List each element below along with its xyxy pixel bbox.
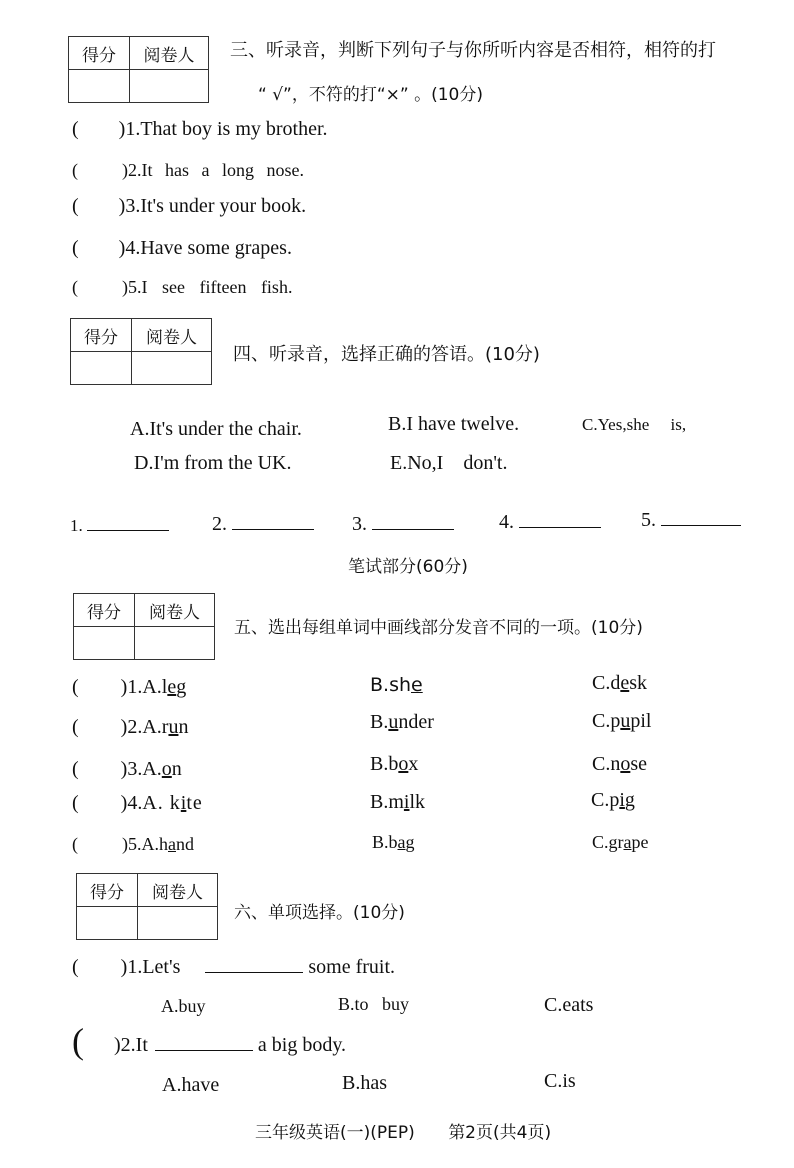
option-a: A.h — [141, 834, 168, 854]
score-label: 得分 — [77, 874, 138, 907]
underlined-letter: a — [623, 832, 632, 852]
underlined-letter: a — [397, 832, 406, 852]
s5-row-3-c — [592, 753, 647, 776]
s5-row-2-b — [370, 711, 434, 734]
s4-option-c: C.Yes,she is, — [582, 415, 687, 434]
question-text: )4.Have some grapes. — [118, 237, 292, 259]
section6-title: 六、单项选择。(10分) — [234, 903, 405, 923]
marker-cell — [135, 627, 215, 660]
score-box-s4 — [70, 318, 212, 385]
s4-option-b: B.I have twelve. — [388, 413, 520, 435]
s5-row-1 — [72, 676, 186, 699]
answer-blank[interactable] — [155, 1049, 253, 1051]
marker-cell — [138, 907, 218, 940]
s5-row-3-b — [370, 753, 418, 776]
s6-q1-option-a: A.buy — [161, 996, 206, 1016]
question-number: )2. — [120, 716, 143, 738]
answer-paren[interactable]: ( — [72, 956, 79, 978]
answer-blank[interactable] — [519, 526, 601, 528]
score-box-s6 — [76, 873, 218, 940]
underlined-letter: u — [168, 716, 179, 738]
underlined-letter: u — [388, 711, 399, 733]
option-a: A. — [142, 758, 162, 780]
option-c-rest: sk — [629, 672, 648, 694]
option-b: B.sh — [370, 674, 412, 696]
s5-row-4-c — [591, 789, 635, 812]
underlined-letter: i — [403, 791, 410, 813]
written-part-heading: 笔试部分(60分) — [348, 557, 468, 577]
question-text: )1.That boy is my brother. — [118, 118, 328, 140]
score-box-s5 — [73, 593, 215, 660]
option-b-rest: nder — [398, 711, 434, 733]
answer-blank[interactable] — [232, 528, 314, 530]
question-text-rest: some fruit. — [308, 956, 396, 978]
s6-q2-option-c: C.is — [544, 1070, 576, 1092]
option-c: C.d — [592, 672, 621, 694]
marker-label: 阅卷人 — [135, 594, 215, 627]
blank-number: 4. — [499, 511, 514, 533]
s4-blank-1 — [70, 516, 169, 536]
option-a-rest: te — [186, 792, 203, 814]
option-b: B.m — [370, 791, 404, 813]
option-c: C.gr — [592, 832, 624, 852]
option-a-rest: g — [176, 676, 187, 698]
s5-row-1-c — [592, 672, 647, 695]
option-c: C.p — [591, 789, 620, 811]
marker-label: 阅卷人 — [132, 319, 212, 352]
answer-paren[interactable]: ( — [72, 676, 79, 698]
score-cell — [77, 907, 138, 940]
section5-title: 五、选出每组单词中画线部分发音不同的一项。(10分) — [234, 618, 643, 638]
option-a: A. k — [142, 792, 181, 814]
question-text: )1.Let's — [120, 956, 181, 978]
option-c-rest: se — [630, 753, 648, 775]
s5-row-1-b — [370, 674, 423, 696]
blank-number: 1. — [70, 516, 83, 535]
s6-q1-option-c: C.eats — [544, 994, 594, 1016]
option-a-rest: n — [171, 758, 182, 780]
footer-course: 三年级英语(一)(PEP) — [255, 1123, 415, 1143]
s5-row-5 — [72, 834, 194, 855]
s4-option-a: A.It's under the chair. — [130, 418, 302, 440]
section4-title: 四、听录音，选择正确的答语。(10分) — [233, 344, 540, 365]
underlined-letter: e — [620, 672, 630, 694]
s3-item-1 — [72, 118, 328, 141]
score-label: 得分 — [71, 319, 132, 352]
s5-row-5-b — [372, 832, 415, 853]
option-c: C.p — [592, 710, 621, 732]
option-b-rest: x — [408, 753, 419, 775]
answer-paren[interactable]: ( — [72, 277, 78, 297]
option-a-rest: n — [178, 716, 189, 738]
question-text-rest: a big body. — [257, 1034, 347, 1056]
answer-paren[interactable]: ( — [72, 716, 79, 738]
s5-row-2-c — [592, 710, 651, 733]
answer-blank[interactable] — [372, 528, 454, 530]
blank-number: 5. — [641, 509, 656, 531]
underlined-letter: e — [411, 674, 423, 696]
s3-item-4 — [72, 237, 292, 260]
marker-label: 阅卷人 — [130, 37, 209, 70]
answer-paren[interactable]: ( — [72, 834, 78, 854]
s6-q2-option-a: A.have — [162, 1074, 220, 1096]
option-b-rest: lk — [409, 791, 426, 813]
marker-cell — [132, 352, 212, 385]
question-text: )5.I see fifteen fish. — [122, 277, 293, 297]
score-box-s3 — [68, 36, 209, 103]
answer-blank[interactable] — [661, 524, 741, 526]
underlined-letter: u — [620, 710, 631, 732]
question-number: )5. — [122, 834, 142, 854]
option-b-rest: g — [405, 832, 415, 852]
blank-number: 2. — [212, 513, 227, 535]
s5-row-3 — [72, 758, 182, 781]
answer-paren[interactable]: ( — [72, 758, 79, 780]
answer-blank[interactable] — [205, 971, 303, 973]
underlined-letter: o — [398, 753, 409, 775]
question-text: )3.It's under your book. — [118, 195, 307, 217]
question-text: )2.It — [114, 1034, 148, 1056]
answer-paren[interactable]: ( — [72, 237, 79, 259]
answer-paren[interactable]: ( — [72, 195, 79, 217]
answer-blank[interactable] — [87, 529, 169, 531]
s5-row-4-b — [370, 791, 425, 814]
question-number: )3. — [120, 758, 143, 780]
s3-item-2 — [72, 160, 304, 181]
option-b: B. — [370, 711, 389, 733]
option-c-rest: pil — [630, 710, 652, 732]
option-a: A.l — [142, 676, 168, 698]
answer-paren[interactable]: ( — [72, 792, 79, 814]
option-a-rest: nd — [176, 834, 194, 854]
marker-cell — [130, 70, 209, 103]
question-number: )4. — [120, 792, 143, 814]
option-c: C.n — [592, 753, 621, 775]
answer-paren[interactable]: ( — [72, 118, 79, 140]
s6-q1 — [72, 956, 395, 979]
s6-q2 — [72, 1020, 346, 1062]
s5-row-5-c — [592, 832, 649, 853]
question-number: )1. — [120, 676, 143, 698]
answer-paren[interactable]: ( — [72, 1021, 84, 1061]
score-label: 得分 — [74, 594, 135, 627]
underlined-letter: i — [619, 789, 625, 811]
option-c-rest: pe — [631, 832, 649, 852]
footer — [255, 1118, 551, 1143]
s5-row-4 — [72, 792, 203, 815]
blank-number: 3. — [352, 513, 367, 535]
section3-title: 三、听录音，判断下列句子与你所听内容是否相符，相符的打 — [230, 40, 716, 61]
s4-blank-3 — [352, 513, 454, 536]
underlined-letter: o — [161, 758, 172, 780]
s5-row-2 — [72, 716, 188, 739]
option-a: A.r — [142, 716, 169, 738]
s6-q2-option-b: B.has — [342, 1072, 387, 1094]
score-cell — [71, 352, 132, 385]
marker-label: 阅卷人 — [138, 874, 218, 907]
question-text: )2.It has a long nose. — [122, 160, 304, 180]
option-c-rest: g — [624, 789, 635, 811]
underlined-letter: e — [167, 676, 177, 698]
s4-option-d: D.I'm from the UK. — [134, 452, 292, 474]
s6-q1-option-b: B.to buy — [338, 994, 410, 1014]
s4-blank-4 — [499, 511, 601, 534]
option-b: B.b — [370, 753, 399, 775]
section3-title-line2: “ √”，不符的打“×” 。(10分) — [258, 85, 484, 105]
footer-page: 第2页(共4页) — [448, 1123, 552, 1143]
option-b: B.b — [372, 832, 398, 852]
underlined-letter: i — [180, 792, 187, 814]
s4-blank-2 — [212, 513, 314, 536]
score-cell — [69, 70, 130, 103]
s3-item-5 — [72, 277, 292, 298]
score-cell — [74, 627, 135, 660]
s4-blank-5 — [641, 509, 741, 532]
answer-paren[interactable]: ( — [72, 160, 78, 180]
underlined-letter: a — [168, 834, 176, 854]
s3-item-3 — [72, 195, 306, 218]
s4-option-e: E.No,I don't. — [390, 452, 508, 474]
score-label: 得分 — [69, 37, 130, 70]
underlined-letter: o — [620, 753, 631, 775]
